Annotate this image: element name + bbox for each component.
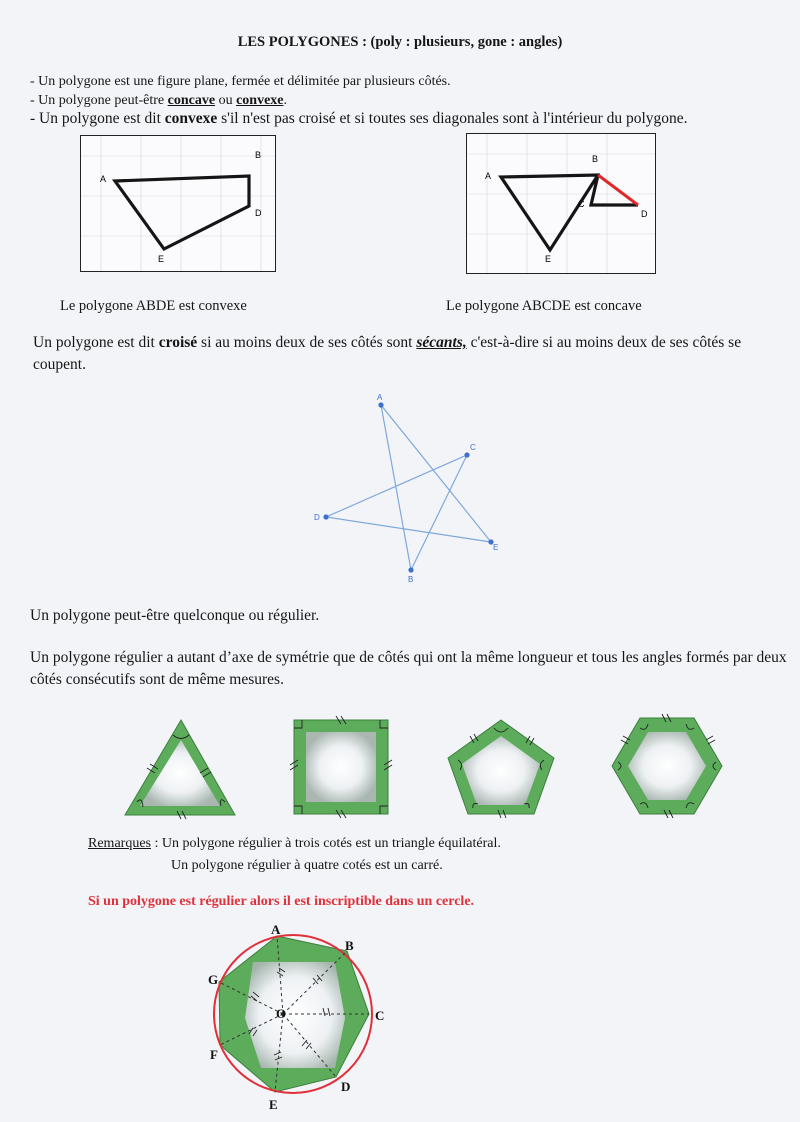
convexe-bold: convexe <box>164 110 218 127</box>
vertex-label-d: D <box>255 208 262 218</box>
concave-term: concave <box>167 93 216 108</box>
convex-polygon-diagram <box>81 136 275 271</box>
vertex-label-c: C <box>578 199 585 209</box>
definition-line-2-end: . <box>283 93 287 108</box>
star-label-c: C <box>470 443 476 452</box>
regular-polygons-row <box>110 710 740 822</box>
regular-pentagon <box>448 720 554 818</box>
croise-bold: croisé <box>158 334 198 351</box>
point-b <box>408 567 413 572</box>
star-polygon <box>326 405 491 570</box>
crossed-definition <box>33 332 793 376</box>
definition-line-3-pre: - Un polygone est dit <box>30 110 165 127</box>
remark-triangle: : Un polygone régulier à trois cotés est un triangle équilatéral. <box>150 836 501 851</box>
definition-line-2-pre: - Un polygone peut-être <box>30 93 168 108</box>
point-a <box>378 402 383 407</box>
vertex-label-e: E <box>545 254 552 264</box>
vertex-label-e: E <box>158 254 165 264</box>
remark-square: Un polygone régulier à quatre cotés est un carré. <box>171 858 443 873</box>
polygon-abde <box>115 176 249 249</box>
secants-term: sécants, <box>416 334 467 351</box>
star-label-d: D <box>314 513 320 522</box>
star-label-e: E <box>493 543 499 552</box>
equilateral-triangle <box>125 720 235 819</box>
vertex-label-a: A <box>100 174 107 184</box>
definition-line-3-post: s'il n'est pas croisé et si toutes ses diagonales sont à l'intérieur du polygone. <box>217 110 688 127</box>
star-label-b: B <box>408 575 414 584</box>
concave-figure-frame <box>466 133 656 274</box>
heptagon-label-o: O <box>276 1006 287 1021</box>
highlighted-side-bd <box>598 175 638 205</box>
polygon-abcde <box>501 175 638 250</box>
definition-line-2-mid: ou <box>215 93 237 108</box>
crossed-mid: si au moins deux de ses côtés sont <box>197 334 417 351</box>
star-label-a: A <box>377 393 383 402</box>
vertex-label-b: B <box>255 150 262 160</box>
inscribed-statement: Si un polygone est régulier alors il est inscriptible dans un cercle. <box>88 894 475 909</box>
convexe-term: convexe <box>236 93 284 108</box>
regular-intro: Un polygone peut-être quelconque ou régulier. <box>30 607 320 624</box>
convex-figure-frame <box>80 135 276 272</box>
point-c <box>464 452 469 457</box>
crossed-post: c'est-à-dire si au moins deux de ses côtés se coupent. <box>33 334 742 373</box>
convex-caption: Le polygone ABDE est convexe <box>60 298 247 314</box>
heptagon-label-d: D <box>341 1079 351 1094</box>
remarks-label: Remarques <box>88 836 151 851</box>
definition-line-1: - Un polygone est une figure plane, fermée et délimitée par plusieurs côtés. <box>30 74 451 89</box>
square <box>290 716 392 818</box>
regular-hexagon <box>612 714 722 818</box>
concave-polygon-diagram <box>467 134 655 273</box>
remark-line-1 <box>88 834 501 853</box>
inscribed-heptagon-diagram <box>195 920 405 1116</box>
vertex-label-a: A <box>485 171 492 181</box>
heptagon-label-a: A <box>271 922 281 937</box>
page-title: LES POLYGONES : (poly : plusieurs, gone : angles) <box>237 34 563 50</box>
vertex-label-b: B <box>592 154 599 164</box>
heptagon-label-e: E <box>269 1097 278 1112</box>
definition-line-3 <box>30 109 688 128</box>
definition-line-2 <box>30 91 287 110</box>
concave-caption: Le polygone ABCDE est concave <box>446 298 642 314</box>
heptagon-label-b: B <box>345 938 354 953</box>
crossed-star-diagram <box>300 390 520 590</box>
crossed-pre: Un polygone est dit <box>33 334 159 351</box>
heptagon-label-g: G <box>208 972 219 987</box>
heptagon-label-f: F <box>210 1047 218 1062</box>
point-d <box>323 514 328 519</box>
vertex-label-d: D <box>641 209 648 219</box>
heptagon-label-c: C <box>375 1008 385 1023</box>
regular-definition: Un polygone régulier a autant d’axe de symétrie que de côtés qui ont la même longueur et tous les angles formés par deux côtés consécutifs sont de même mesures. <box>30 649 787 688</box>
